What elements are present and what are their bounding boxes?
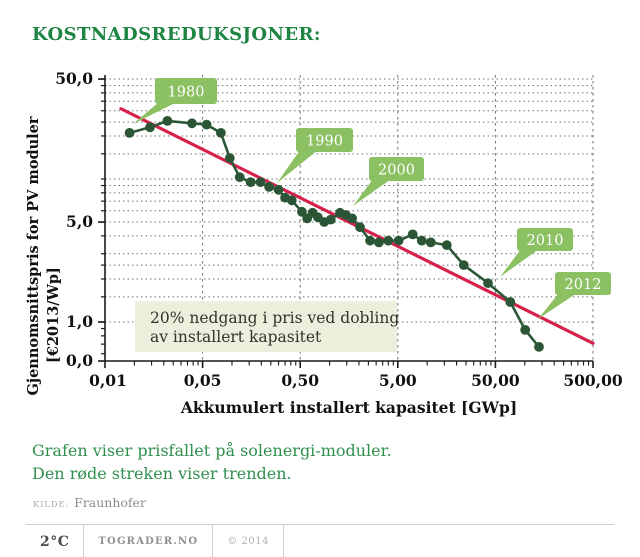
y-tick-label: 0,0 <box>66 351 93 370</box>
data-point <box>217 129 226 138</box>
callout-tail-1990 <box>277 150 318 183</box>
x-tick-label: 50,00 <box>471 371 520 390</box>
x-tick-label: 500,00 <box>563 371 623 390</box>
data-point <box>366 236 375 245</box>
annotation-text-line2: av installert kapasitet <box>150 328 322 346</box>
data-point <box>484 279 493 288</box>
data-point <box>256 178 265 187</box>
data-point <box>348 214 357 223</box>
page-title: KOSTNADSREDUKSJONER: <box>32 24 321 45</box>
data-point <box>235 173 244 182</box>
data-point <box>326 215 335 224</box>
data-point <box>384 236 393 245</box>
y-axis-label-line1: Gjennomsnittspris for PV moduler <box>25 116 42 396</box>
data-point <box>375 238 384 247</box>
data-point <box>125 129 134 138</box>
footer-site-name: TOGRADER.NO <box>98 536 199 547</box>
data-point <box>408 230 417 239</box>
data-point <box>459 261 468 270</box>
data-point <box>146 123 155 132</box>
source-label: KILDE: <box>33 500 70 510</box>
data-point <box>394 236 403 245</box>
data-point <box>535 343 544 352</box>
x-tick-label: 0,50 <box>281 371 320 390</box>
data-point <box>163 117 172 126</box>
data-point <box>521 326 530 335</box>
source-line <box>33 492 146 511</box>
data-point <box>225 154 234 163</box>
caption-line-2: Den røde streken viser trenden. <box>32 463 292 483</box>
footer-divider <box>283 525 284 557</box>
x-axis-label: Akkumulert installert kapasitet [GWp] <box>180 398 518 417</box>
callout-label-2000: 2000 <box>378 162 415 179</box>
data-point <box>246 178 255 187</box>
x-tick-label: 0,05 <box>183 371 222 390</box>
y-tick-label: 5,0 <box>66 212 93 232</box>
callout-label-1980: 1980 <box>167 84 205 101</box>
chart-caption <box>32 440 392 485</box>
x-tick-label: 5,00 <box>378 371 417 390</box>
data-point <box>188 119 197 128</box>
data-point <box>356 223 365 232</box>
x-tick-label: 0,01 <box>89 371 127 390</box>
source-value: Fraunhofer <box>74 495 146 510</box>
data-point <box>426 238 435 247</box>
y-tick-label: 1,0 <box>66 312 93 331</box>
data-point <box>417 236 426 245</box>
data-point <box>202 120 211 129</box>
footer-copyright: © 2014 <box>227 536 269 547</box>
callout-label-2012: 2012 <box>564 277 602 293</box>
footer-bar <box>26 524 614 557</box>
data-point <box>506 298 515 307</box>
callout-tail-2010 <box>500 249 539 277</box>
callout-label-1990: 1990 <box>306 133 343 150</box>
annotation-text-line1: 20% nedgang i pris ved dobling <box>150 309 400 327</box>
caption-line-1: Grafen viser prisfallet på solenergi-moduler. <box>32 441 392 460</box>
y-tick-label: 50,0 <box>55 69 93 89</box>
y-axis-label-line2: [€2013/Wp] <box>45 267 62 363</box>
data-point <box>274 185 283 194</box>
data-point <box>265 183 274 192</box>
callout-label-2010: 2010 <box>526 233 564 249</box>
data-point <box>287 196 296 205</box>
callout-tail-2012 <box>538 293 577 319</box>
data-point <box>442 241 451 250</box>
tograder-logo: 2°C <box>40 533 70 550</box>
